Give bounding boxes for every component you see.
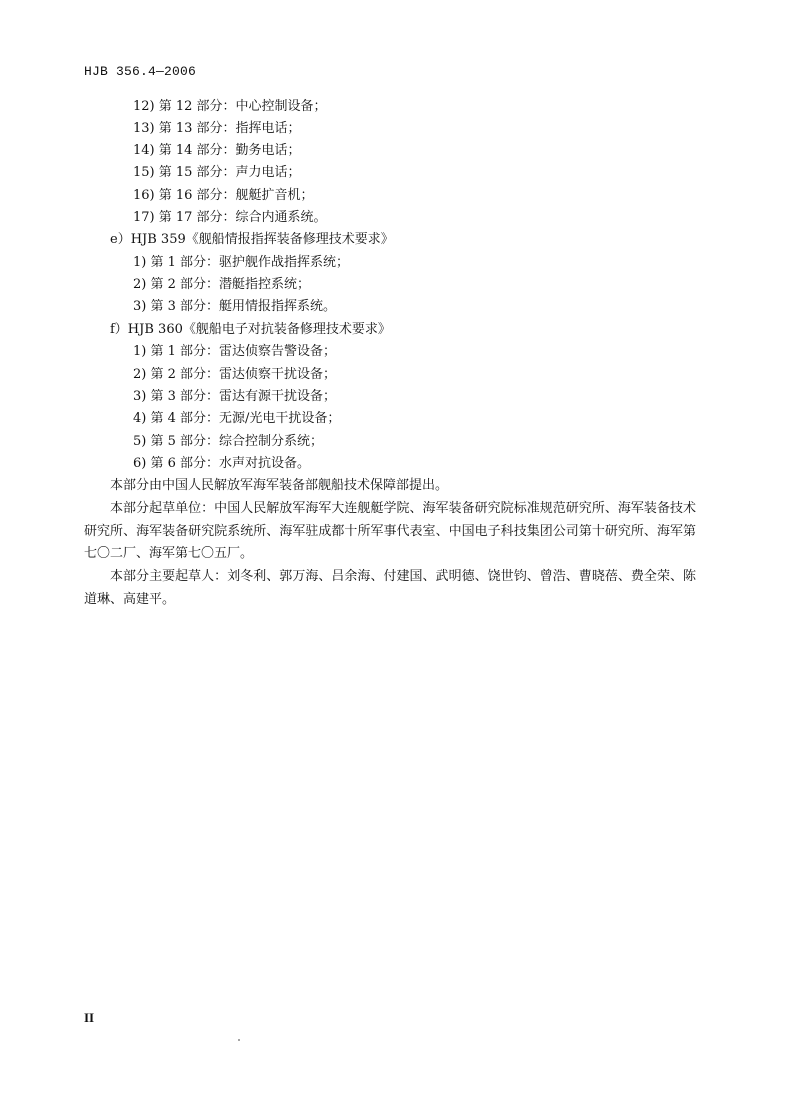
list-item: 1) 第 1 部分：雷达侦察告警设备； bbox=[133, 344, 337, 359]
list-item: 2) 第 2 部分：雷达侦察干扰设备； bbox=[133, 367, 337, 382]
drafting-units-paragraph: 本部分起草单位：中国人民解放军海军大连舰艇学院、海军装备研究院标准规范研究所、海军装备技术研究所、海军装备研究院系统所、海军驻成都十所军事代表室、中国电子科技集团公司第十研究所、海军第七〇二厂、海军第七〇五厂。 bbox=[84, 501, 696, 561]
list-item: 14) 第 14 部分：勤务电话； bbox=[133, 143, 301, 158]
list-item: 17) 第 17 部分：综合内通系统。 bbox=[133, 210, 327, 225]
list-item: 1) 第 1 部分：驱护舰作战指挥系统； bbox=[133, 255, 350, 270]
list-item: 3) 第 3 部分：雷达有源干扰设备； bbox=[133, 389, 337, 404]
section-title-e: e）HJB 359《舰船情报指挥装备修理技术要求》 bbox=[110, 232, 394, 247]
page-number: II bbox=[84, 1010, 95, 1025]
list-item: 12) 第 12 部分：中心控制设备； bbox=[133, 99, 327, 114]
list-item: 2) 第 2 部分：潜艇指控系统； bbox=[133, 277, 311, 292]
scan-speck bbox=[238, 1039, 240, 1041]
list-item: 4) 第 4 部分：无源/光电干扰设备； bbox=[133, 411, 341, 426]
section-title-f: f）HJB 360《舰船电子对抗装备修理技术要求》 bbox=[110, 322, 391, 337]
list-item: 13) 第 13 部分：指挥电话； bbox=[133, 121, 301, 136]
standard-code-header: HJB 356.4—2006 bbox=[84, 64, 197, 79]
list-item: 5) 第 5 部分：综合控制分系统； bbox=[133, 434, 324, 449]
drafters-paragraph: 本部分主要起草人：刘冬利、郭万海、吕余海、付建国、武明德、饶世钧、曾浩、曹晓蓓、费全荣、陈道琳、高建平。 bbox=[84, 569, 696, 607]
list-item: 15) 第 15 部分：声力电话； bbox=[133, 165, 301, 180]
list-item: 16) 第 16 部分：舰艇扩音机； bbox=[133, 188, 314, 203]
list-item: 6) 第 6 部分：水声对抗设备。 bbox=[133, 456, 311, 471]
list-item: 3) 第 3 部分：艇用情报指挥系统。 bbox=[133, 299, 337, 314]
proposer-paragraph: 本部分由中国人民解放军海军装备部舰船技术保障部提出。 bbox=[110, 478, 449, 493]
